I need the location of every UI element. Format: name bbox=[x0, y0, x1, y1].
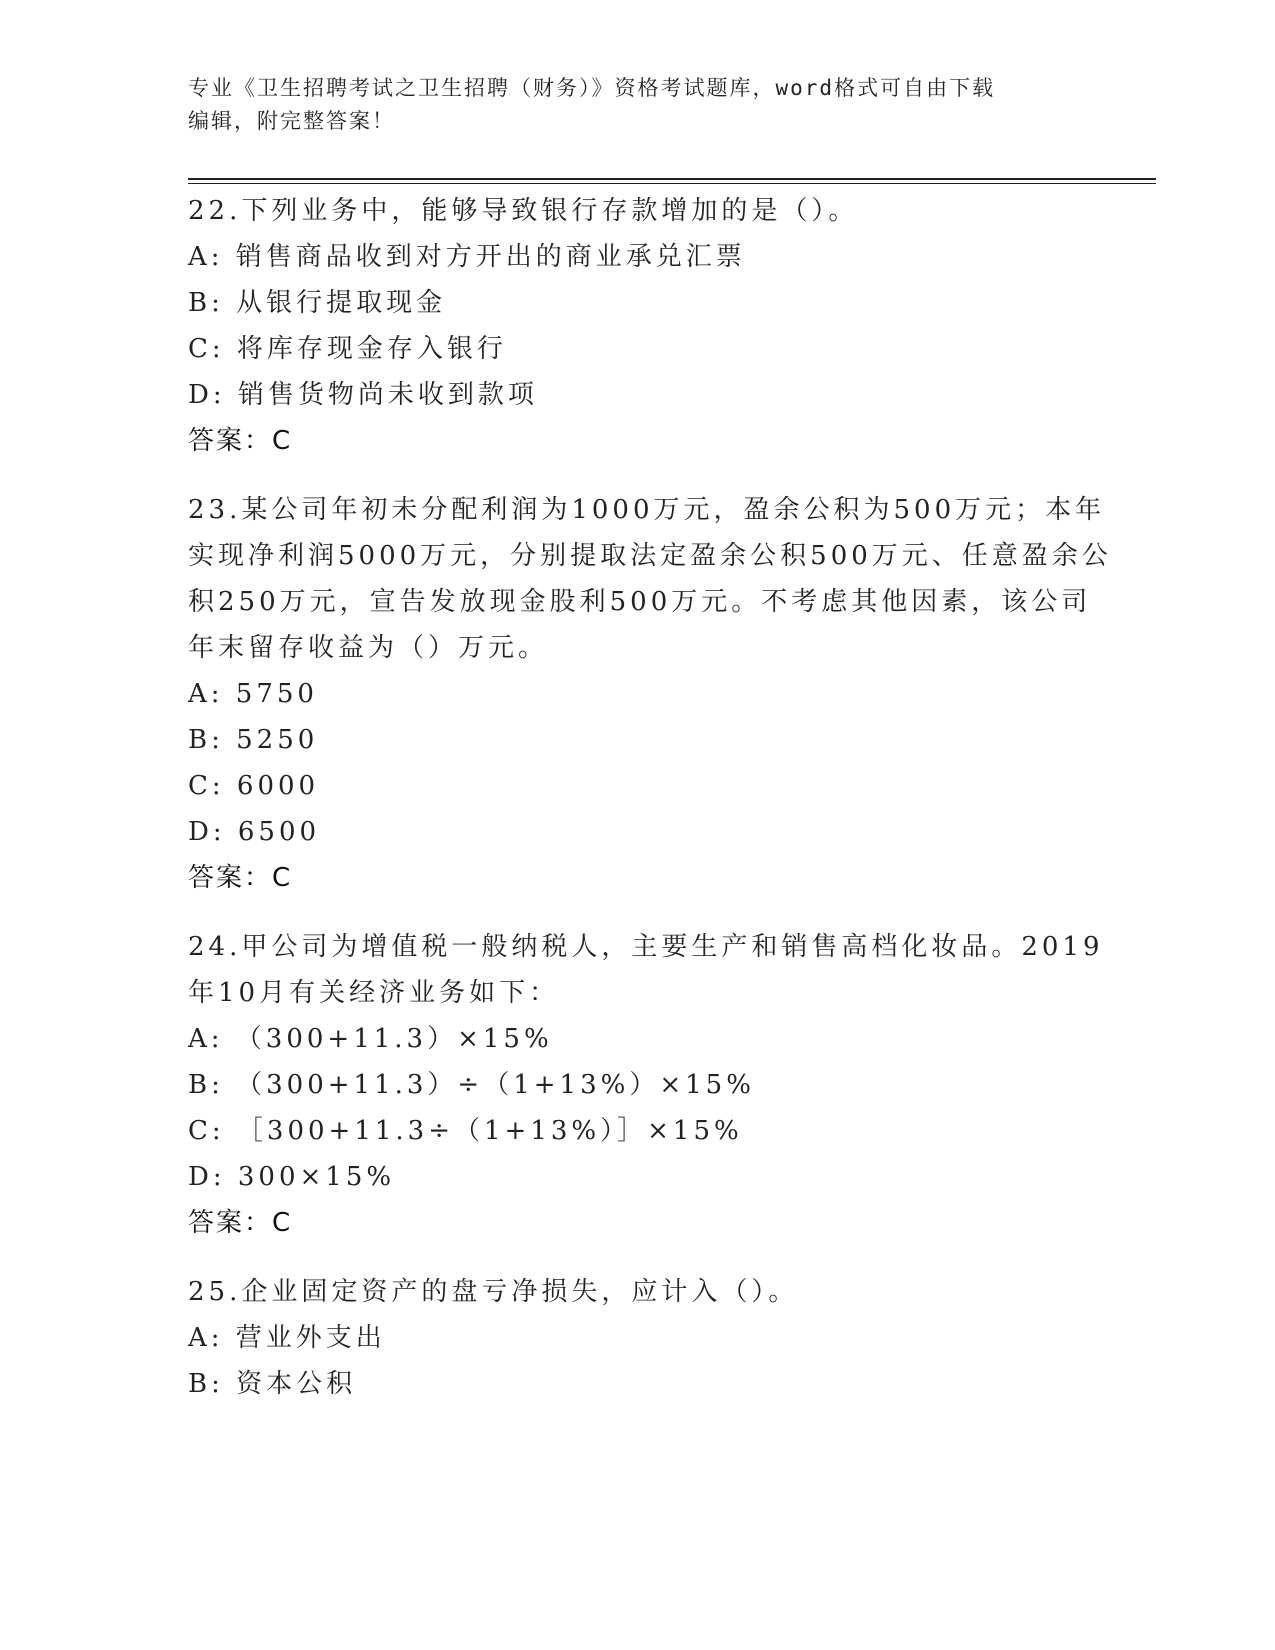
document-header bbox=[188, 72, 1088, 138]
option-b: B: 从银行提取现金 bbox=[188, 288, 447, 318]
option-b: B: （300+11.3）÷（1+13%）×15% bbox=[188, 1070, 755, 1100]
option-c: C: ［300+11.3÷（1+13%）］×15% bbox=[188, 1116, 743, 1146]
question-stem-line-1: 23.某公司年初未分配利润为1000万元，盈余公积为500万元；本年 bbox=[188, 495, 1106, 525]
option-a: A: 销售商品收到对方开出的商业承兑汇票 bbox=[188, 242, 746, 272]
question-24 bbox=[188, 924, 1104, 1246]
question-stem-line-2: 实现净利润5000万元，分别提取法定盈余公积500万元、任意盈余公 bbox=[188, 541, 1112, 571]
option-c: C: 将库存现金存入银行 bbox=[188, 334, 507, 364]
question-22 bbox=[188, 188, 1088, 464]
option-a: A: 5750 bbox=[188, 679, 318, 709]
question-stem: 25.企业固定资产的盘亏净损失，应计入（）。 bbox=[188, 1277, 799, 1307]
header-line-1: 专业《卫生招聘考试之卫生招聘（财务）》资格考试题库，word格式可自由下载 bbox=[188, 76, 996, 100]
question-stem-line-4: 年末留存收益为（）万元。 bbox=[188, 633, 549, 663]
question-stem-line-1: 24.甲公司为增值税一般纳税人，主要生产和销售高档化妆品。2019 bbox=[188, 932, 1104, 962]
option-b: B: 5250 bbox=[188, 725, 319, 755]
option-a: A: （300+11.3）×15% bbox=[188, 1024, 553, 1054]
answer-label: 答案：C bbox=[188, 863, 293, 893]
option-d: D: 300×15% bbox=[188, 1162, 396, 1192]
header-line-2: 编辑，附完整答案！ bbox=[188, 109, 395, 133]
question-25 bbox=[188, 1269, 1088, 1407]
answer-label: 答案：C bbox=[188, 426, 293, 456]
question-list bbox=[188, 188, 1112, 1430]
question-23 bbox=[188, 487, 1112, 901]
header-divider-bottom bbox=[188, 183, 1156, 184]
option-b: B: 资本公积 bbox=[188, 1369, 357, 1399]
question-stem-line-3: 积250万元，宣告发放现金股利500万元。不考虑其他因素，该公司 bbox=[188, 587, 1092, 617]
option-d: D: 6500 bbox=[188, 817, 321, 847]
option-c: C: 6000 bbox=[188, 771, 320, 801]
option-a: A: 营业外支出 bbox=[188, 1323, 386, 1353]
option-d: D: 销售货物尚未收到款项 bbox=[188, 380, 538, 410]
answer-label: 答案：C bbox=[188, 1208, 293, 1238]
header-divider-top bbox=[188, 178, 1156, 180]
question-stem-line-2: 年10月有关经济业务如下： bbox=[188, 978, 560, 1008]
question-stem: 22.下列业务中，能够导致银行存款增加的是（）。 bbox=[188, 196, 859, 226]
